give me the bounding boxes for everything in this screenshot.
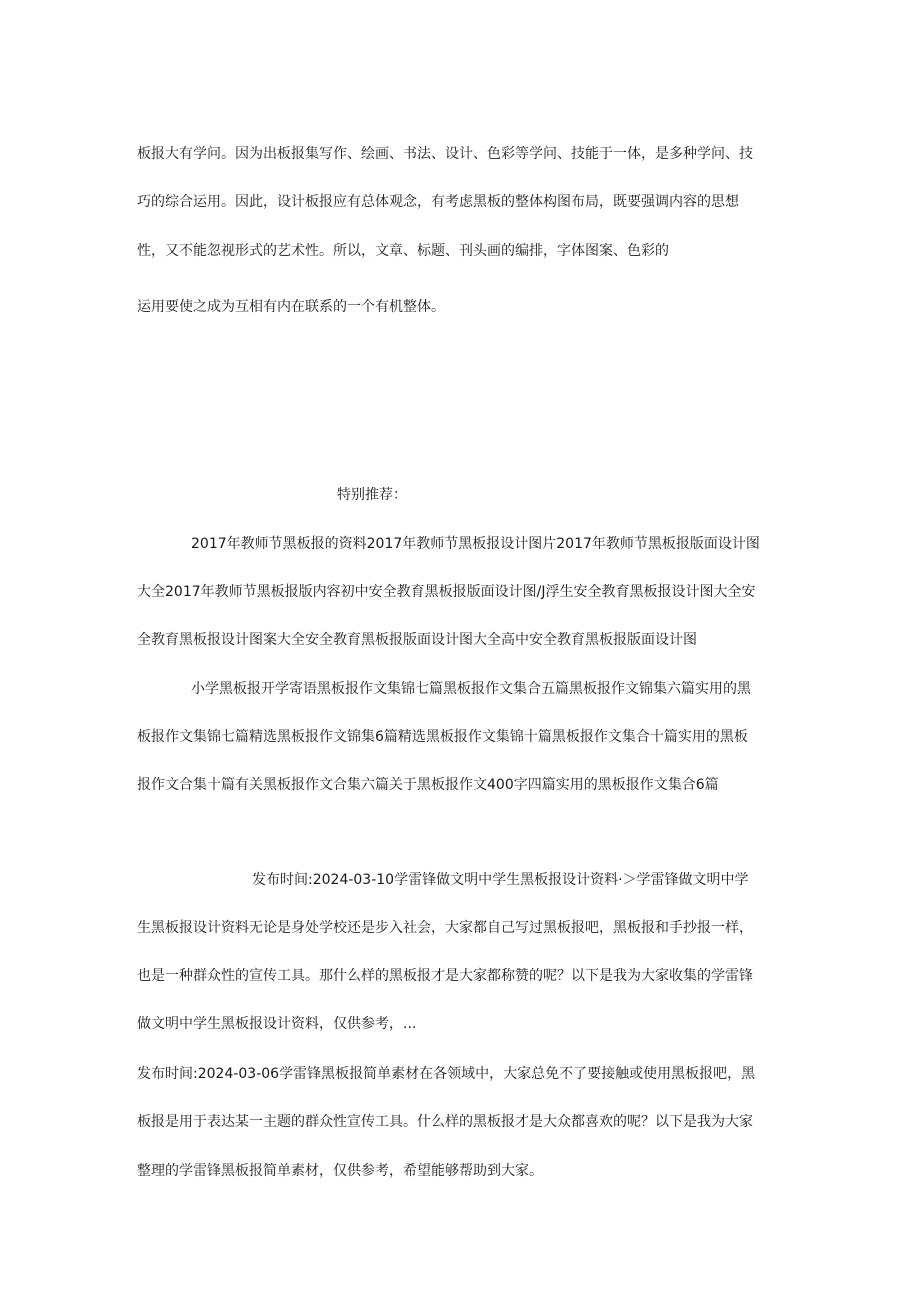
recommend-para2-line-1: 小学黑板报开学寄语黑板报作文集锦七篇黑板报作文集合五篇黑板报作文锦集六篇实用的黑 — [191, 681, 751, 697]
recommend-para1-line-1: 2017年教师节黑板报的资料2017年教师节黑板报设计图片2017年教师节黑板报版面设计图 — [191, 536, 760, 552]
intro-line-3: 性，又不能忽视形式的艺术性。所以，文章、标题、刊头画的编排，字体图案、色彩的 — [137, 243, 669, 259]
post1-line-2: 生黑板报设计资料无论是身处学校还是步入社会，大家都自己写过黑板报吧，黑板报和手抄报一样， — [137, 920, 753, 936]
intro-line-2: 巧的综合运用。因此，设计板报应有总体观念，有考虑黑板的整体构图布局，既要强调内容的思想 — [137, 194, 739, 210]
post1-line-3: 也是一种群众性的宣传工具。那什么样的黑板报才是大家都称赞的呢？以下是我为大家收集的学雷锋 — [137, 968, 753, 984]
recommend-para2-line-3: 报作文合集十篇有关黑板报作文合集六篇关于黑板报作文400字四篇实用的黑板报作文集合6篇 — [137, 777, 719, 793]
post2-line-3: 整理的学雷锋黑板报简单素材，仅供参考，希望能够帮助到大家。 — [137, 1163, 543, 1179]
recommend-heading: 特别推荐： — [337, 487, 407, 503]
recommend-para1-line-2: 大全2017年教师节黑板报版内容初中安全教育黑板报版面设计图/J浮生安全教育黑板报设计图大全安 — [137, 584, 756, 600]
post1-line-1: 发布时间:2024-03-10学雷锋做文明中学生黑板报设计资料·＞学雷锋做文明中学 — [252, 872, 749, 888]
post1-line-4: 做文明中学生黑板报设计资料，仅供参考，... — [137, 1016, 417, 1032]
intro-line-1: 板报大有学问。因为出板报集写作、绘画、书法、设计、色彩等学问、技能于一体，是多种学问、技 — [137, 146, 753, 162]
recommend-para2-line-2: 板报作文集锦七篇精选黑板报作文锦集6篇精选黑板报作文集锦十篇黑板报作文集合十篇实用的黑板 — [137, 729, 748, 745]
post2-line-2: 板报是用于表达某一主题的群众性宣传工具。什么样的黑板报才是大众都喜欢的呢？以下是我为大家 — [137, 1114, 753, 1130]
post2-line-1: 发布时间:2024-03-06学雷锋黑板报简单素材在各领域中，大家总免不了要接触或使用黑板报吧，黑 — [137, 1066, 756, 1082]
recommend-para1-line-3: 全教育黑板报设计图案大全安全教育黑板报版面设计图大全高中安全教育黑板报版面设计图 — [137, 632, 697, 648]
intro-line-4: 运用要使之成为互相有内在联系的一个有机整体。 — [137, 299, 445, 315]
